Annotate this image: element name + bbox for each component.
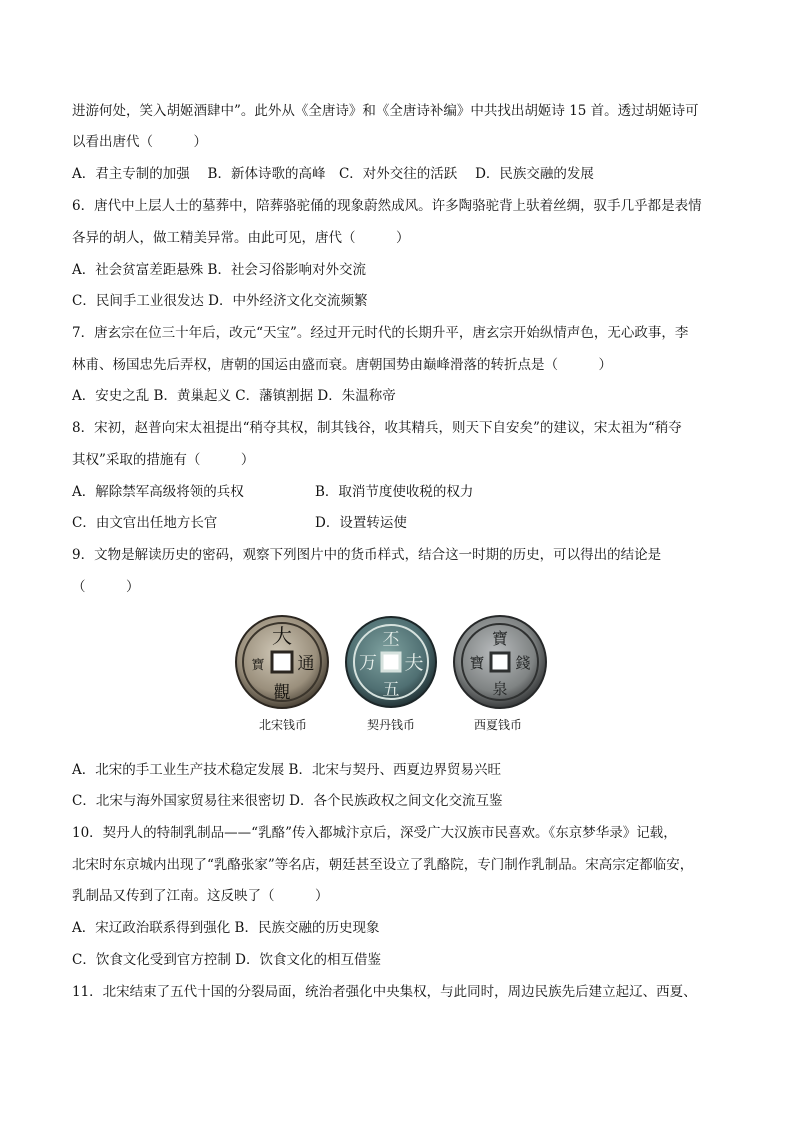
coin-caption-northern-song: 北宋钱币	[259, 718, 308, 732]
q9-options: A．北宋的手工业生产技术稳定发展 B．北宋与契丹、西夏边界贸易兴旺	[72, 762, 501, 778]
q8-option-a: A．解除禁军高级将领的兵权	[72, 484, 244, 500]
q7-stem: 7．唐玄宗在位三十年后，改元“天宝”。经过开元时代的长期升平，唐玄宗开始纵情声色，无心政事，李	[72, 325, 689, 341]
text-line: 进游何处，笑入胡姬酒肆中”。此外从《全唐诗》和《全唐诗补编》中共找出胡姬诗 15 首。透过胡姬诗可	[72, 103, 699, 119]
q10-stem: 北宋时东京城内出现了“乳酪张家”等名店，朝廷甚至设立了乳酪院，专门制作乳制品。宋高宗定都临安，	[72, 857, 694, 873]
q7-stem: 林甫、杨国忠先后弄权，唐朝的国运由盛而衰。唐朝国势由巅峰滑落的转折点是（ ）	[72, 357, 612, 373]
q10-stem: 乳制品又传到了江南。这反映了（ ）	[72, 888, 329, 904]
q8-stem: 8．宋初，赵普向宋太祖提出“稍夺其权，制其钱谷，收其精兵，则天下自安矣”的建议，宋太祖为“稍夺	[72, 420, 682, 436]
svg-text:寶: 寶	[469, 654, 485, 672]
q8-option-c: C．由文官出任地方长官	[72, 515, 218, 531]
svg-text:万: 万	[359, 653, 377, 674]
svg-text:寶: 寶	[251, 658, 265, 673]
q8-option-b: B．取消节度使收税的权力	[315, 484, 474, 500]
svg-text:觀: 觀	[273, 683, 291, 703]
q9-stem: 9．文物是解读历史的密码，观察下列图片中的货币样式，结合这一时期的历史，可以得出的结论是	[72, 547, 662, 563]
q7-options: A．安史之乱 B．黄巢起义 C．藩镇割据 D．朱温称帝	[72, 388, 396, 404]
q6-options: A．社会贫富差距悬殊 B．社会习俗影响对外交流	[72, 262, 366, 278]
q6-stem: 各异的胡人，做工精美异常。由此可见，唐代（ ）	[72, 230, 410, 246]
q10-options: C．饮食文化受到官方控制 D．饮食文化的相互借鉴	[72, 952, 381, 968]
svg-text:通: 通	[297, 654, 315, 674]
q11-stem: 11．北宋结束了五代十国的分裂局面，统治者强化中央集权，与此同时，周边民族先后建立起辽、西夏、	[72, 984, 697, 1000]
svg-text:大: 大	[272, 624, 292, 648]
svg-text:錢: 錢	[515, 654, 531, 672]
svg-text:泉: 泉	[492, 680, 508, 698]
text-line: 以看出唐代（ ）	[72, 134, 207, 150]
q6-options: C．民间手工业很发达 D．中外经济文化交流频繁	[72, 293, 368, 309]
svg-text:寶: 寶	[491, 629, 509, 648]
q9-options: C．北宋与海外国家贸易往来很密切 D．各个民族政权之间文化交流互鉴	[72, 793, 503, 809]
q5-options: A．君主专制的加强 B．新体诗歌的高峰 C．对外交往的活跃 D．民族交融的发展	[72, 166, 594, 182]
svg-text:丕: 丕	[382, 630, 400, 650]
q10-options: A．宋辽政治联系得到强化 B．民族交融的历史现象	[72, 920, 380, 936]
svg-text:夫: 夫	[404, 652, 424, 674]
q6-stem: 6．唐代中上层人士的墓葬中，陪葬骆驼俑的现象蔚然成风。许多陶骆驼背上驮着丝绸，驭手几乎都是表情	[72, 198, 702, 214]
q10-stem: 10．契丹人的特制乳制品——“乳酪”传入都城汴京后，深受广大汉族市民喜欢。《东京梦华录》记载，	[72, 825, 677, 841]
q8-stem: 其权”采取的措施有（ ）	[72, 452, 255, 468]
northern-song-coin	[236, 616, 328, 708]
coin-caption-khitan: 契丹钱币	[367, 718, 416, 732]
svg-text:五: 五	[382, 680, 400, 700]
khitan-coin	[346, 617, 436, 707]
coin-caption-western-xia: 西夏钱币	[474, 718, 523, 732]
q8-option-d: D．设置转运使	[315, 515, 407, 531]
western-xia-coin	[454, 616, 546, 708]
q9-stem: （ ）	[72, 579, 140, 595]
